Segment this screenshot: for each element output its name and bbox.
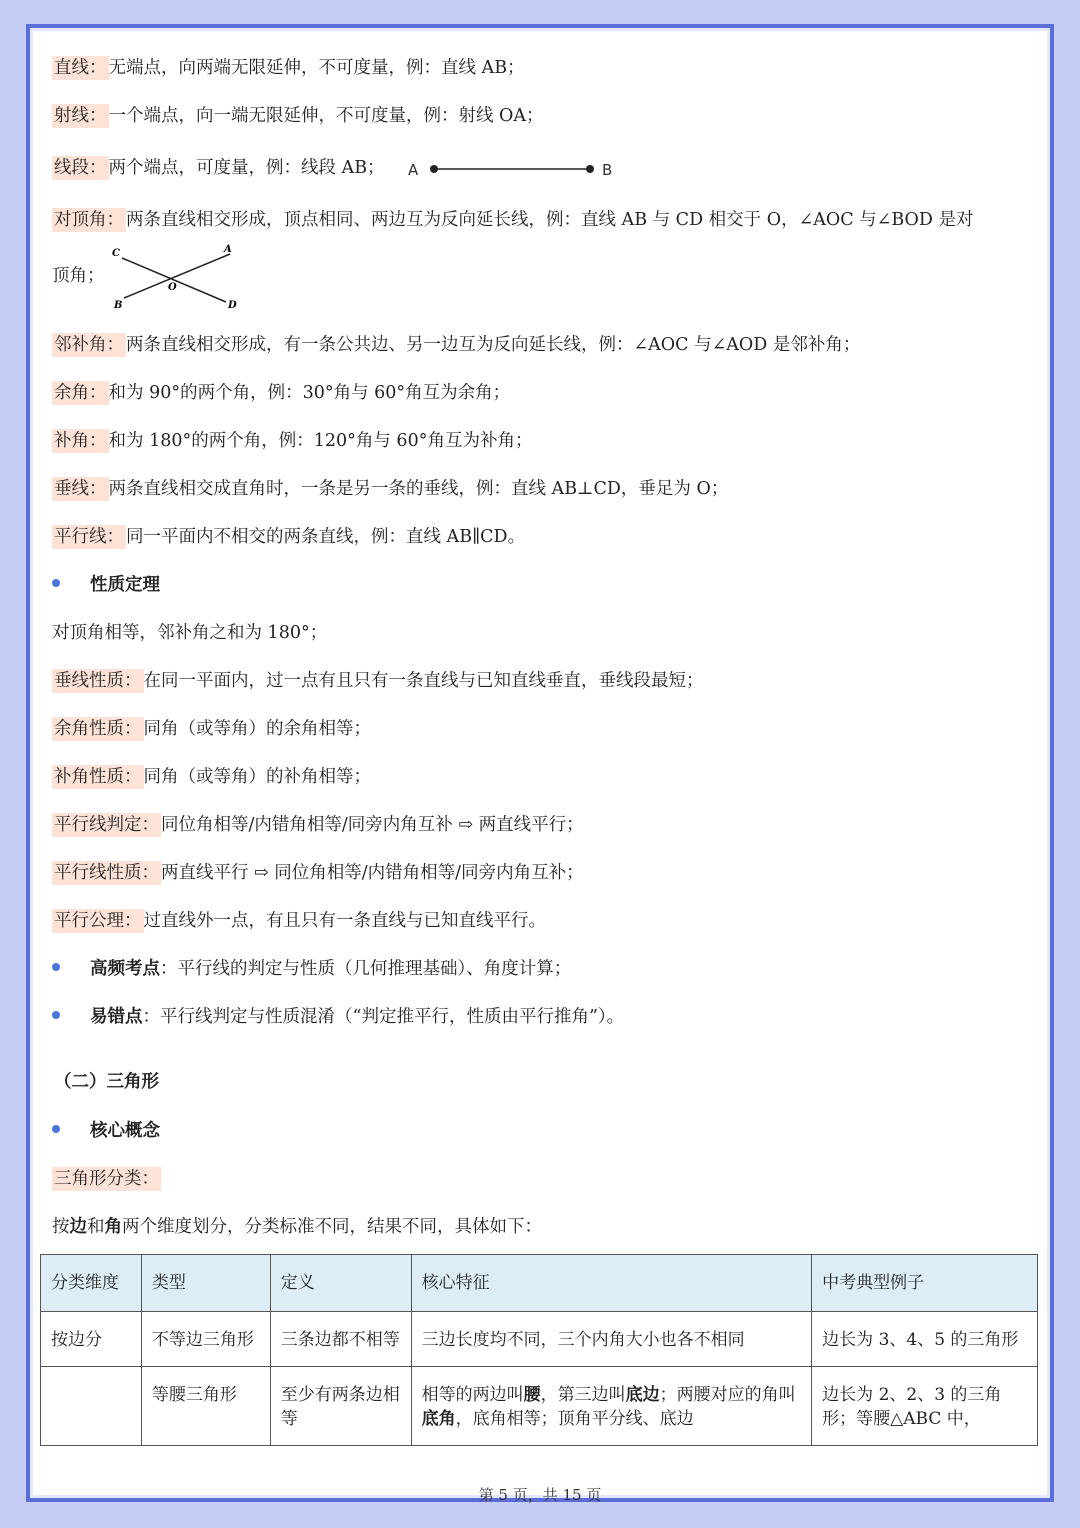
definition-text: 和为 90°的两个角，例：30°角与 60°角互为余角； [108, 383, 511, 403]
definition-text: 两个端点，可度量，例：线段 AB； [108, 158, 385, 178]
definition-text: 和为 180°的两个角，例：120°角与 60°角互为补角； [108, 431, 533, 451]
label-c: C [112, 248, 120, 259]
intro-bold-side: 边 [69, 1217, 87, 1237]
bullet-dot [52, 963, 60, 971]
bullet-dot [52, 1125, 60, 1133]
term-label: 垂线性质： [54, 671, 142, 691]
cell-definition: 三条边都不相等 [270, 1312, 411, 1367]
line-complement-property [52, 715, 371, 743]
feature-text: ，底角相等；顶角平分线、底边 [455, 1409, 694, 1429]
triangle-classification-table [40, 1254, 1038, 1446]
term-label: 垂线： [54, 479, 107, 499]
term-label: 射线： [54, 106, 107, 126]
line-vertical-angles [52, 206, 973, 234]
term-label: 邻补角： [54, 335, 124, 355]
intro-bold-angle: 角 [104, 1217, 122, 1237]
bullet-text: ：平行线的判定与性质（几何推理基础）、角度计算； [160, 959, 572, 979]
page-footer: 第 5 页，共 15 页 [478, 1486, 602, 1504]
feature-text: ；两腰对应的角叫 [659, 1385, 796, 1405]
definition-text: 过直线外一点，有且只有一条直线与已知直线平行。 [143, 911, 546, 931]
intro-text: 两个维度划分，分类标准不同，结果不同，具体如下： [122, 1217, 542, 1237]
cell-dimension [41, 1367, 142, 1446]
feature-bold: 腰 [523, 1385, 541, 1405]
line-common-mistakes [90, 1003, 624, 1031]
heading-properties: 性质定理 [90, 575, 160, 595]
cell-type: 不等边三角形 [141, 1312, 270, 1367]
term-label: 平行线性质： [54, 863, 159, 883]
term-label: 余角： [54, 383, 107, 403]
cell-feature [411, 1367, 812, 1446]
bullet-dot [52, 1011, 60, 1019]
point-b-label: B [602, 161, 613, 179]
cell-type: 等腰三角形 [141, 1367, 270, 1446]
term-label: 补角性质： [54, 767, 142, 787]
definition-text: 同角（或等角）的余角相等； [143, 719, 371, 739]
definition-text: 两条直线相交形成，有一条公共边、另一边互为反向延长线，例：∠AOC 与∠AOD 是邻补角； [126, 335, 861, 355]
line-perpendicular-property [52, 667, 704, 695]
header-dimension: 分类维度 [41, 1255, 142, 1312]
intro-text: 按 [52, 1217, 70, 1237]
cell-example: 边长为 2、2、3 的三角形；等腰△ABC 中， [812, 1367, 1038, 1446]
cell-feature: 三边长度均不同，三个内角大小也各不相同 [411, 1312, 812, 1367]
term-label: 补角： [54, 431, 107, 451]
header-example: 中考典型例子 [812, 1255, 1038, 1312]
table-row [41, 1367, 1038, 1446]
definition-text: 两条直线相交形成，顶点相同、两边互为反向延长线，例：直线 AB 与 CD 相交于 O，∠AOC 与∠BOD 是对 [126, 210, 974, 230]
label-b: B [114, 300, 123, 311]
term-label: 线段： [54, 158, 107, 178]
header-type: 类型 [141, 1255, 270, 1312]
definition-text: 同位角相等/内错角相等/同旁内角互补 ⇨ 两直线平行； [161, 815, 584, 835]
line-angle-properties [52, 619, 327, 647]
header-definition: 定义 [270, 1255, 411, 1312]
term-label: 平行公理： [54, 911, 142, 931]
term-label: 三角形分类： [54, 1169, 159, 1189]
line-segment [52, 154, 385, 182]
page-frame [26, 24, 1054, 1502]
cell-definition: 至少有两条边相等 [270, 1367, 411, 1446]
header-feature: 核心特征 [411, 1255, 812, 1312]
continuation-text: 顶角； [52, 266, 105, 286]
point-a-label: A [408, 161, 419, 179]
feature-bold: 底角 [421, 1409, 456, 1429]
table-header-row [41, 1255, 1038, 1312]
label-a: A [224, 244, 232, 255]
statement-text: 对顶角相等，邻补角之和为 180°； [52, 623, 328, 643]
feature-text: ，第三边叫 [540, 1385, 626, 1405]
intro-text: 和 [87, 1217, 105, 1237]
point-b [586, 165, 594, 173]
label-d: D [228, 300, 237, 311]
line-vertical-angles-cont [52, 262, 105, 290]
cell-example: 边长为 3、4、5 的三角形 [812, 1312, 1038, 1367]
bullet-term: 易错点 [90, 1007, 143, 1027]
line-ray [52, 102, 544, 130]
table-row [41, 1312, 1038, 1367]
line-straight-line [52, 54, 525, 82]
definition-text: 两条直线相交成直角时，一条是另一条的垂线，例：直线 AB⊥CD，垂足为 O； [108, 479, 729, 499]
definition-text: 同一平面内不相交的两条直线，例：直线 AB∥CD。 [126, 527, 526, 547]
term-label: 余角性质： [54, 719, 142, 739]
intersecting-lines-figure [106, 238, 246, 314]
line-complementary [52, 379, 510, 407]
line-classification-intro [52, 1213, 542, 1241]
bullet-text: ：平行线判定与性质混淆（“判定推平行，性质由平行推角”）。 [142, 1007, 625, 1027]
definition-text: 两直线平行 ⇨ 同位角相等/内错角相等/同旁内角互补； [161, 863, 584, 883]
heading-core-concepts: 核心概念 [90, 1121, 160, 1141]
term-label: 平行线： [54, 527, 124, 547]
line-supplementary [52, 427, 532, 455]
line-parallel [52, 523, 525, 551]
line-adjacent-supplementary [52, 331, 860, 359]
line-parallel-property [52, 859, 584, 887]
definition-text: 同角（或等角）的补角相等； [143, 767, 371, 787]
segment-figure [402, 148, 622, 188]
line-supplement-property [52, 763, 371, 791]
line-triangle-classification [52, 1165, 161, 1193]
label-o: O [168, 282, 177, 293]
line-parallel-axiom [52, 907, 546, 935]
line-ab [124, 254, 230, 298]
definition-text: 一个端点，向一端无限延伸，不可度量，例：射线 OA； [108, 106, 544, 126]
bullet-term: 高频考点 [90, 959, 160, 979]
bullet-dot [52, 579, 60, 587]
feature-bold: 底边 [625, 1385, 660, 1405]
term-label: 平行线判定： [54, 815, 159, 835]
feature-text: 相等的两边叫 [421, 1385, 524, 1405]
line-cd [122, 258, 226, 302]
definition-text: 在同一平面内，过一点有且只有一条直线与已知直线垂直，垂线段最短； [143, 671, 704, 691]
term-label: 直线： [54, 58, 107, 78]
line-key-points [90, 955, 571, 983]
cell-dimension: 按边分 [41, 1312, 142, 1367]
definition-text: 无端点，向两端无限延伸，不可度量，例：直线 AB； [108, 58, 525, 78]
term-label: 对顶角： [54, 210, 124, 230]
line-parallel-criteria [52, 811, 584, 839]
section-heading-triangles: （二）三角形 [54, 1072, 159, 1092]
line-perpendicular [52, 475, 728, 503]
